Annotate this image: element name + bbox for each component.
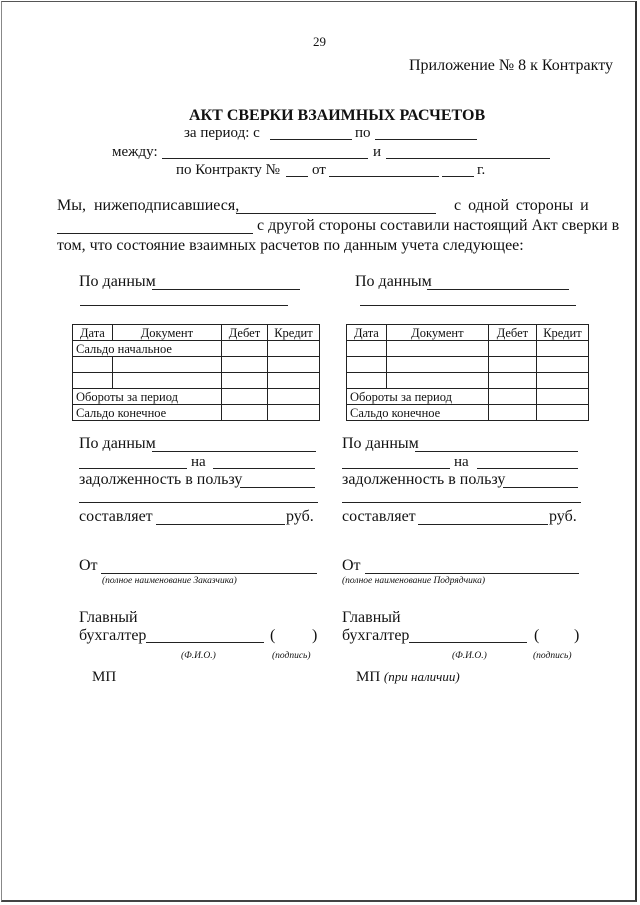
right-fio-caption: (Ф.И.О.): [452, 651, 487, 661]
table-row: [73, 357, 320, 373]
and-label: и: [373, 144, 382, 160]
right-by-data-label: По данным: [355, 273, 432, 290]
document-cell[interactable]: [386, 373, 488, 389]
period-to-label: по: [355, 125, 371, 141]
table-row: [347, 357, 589, 373]
right-from-label: От: [342, 557, 361, 574]
right-on-label: на: [454, 454, 469, 470]
left-chief-label-1: Главный: [79, 609, 138, 626]
date-cell[interactable]: [347, 341, 387, 357]
right-summary-by-data-label: По данным: [342, 435, 419, 452]
left-amount-field[interactable]: [156, 524, 285, 525]
right-chief-label-1: Главный: [342, 609, 401, 626]
document-cell[interactable]: [112, 357, 221, 373]
col-document: Документ: [112, 325, 221, 341]
right-amount-label: составляет: [342, 508, 416, 525]
table-header-row: [347, 325, 589, 341]
right-debt-favor-field-2[interactable]: [342, 502, 581, 503]
col-document: Документ: [386, 325, 488, 341]
left-from-label: От: [79, 557, 98, 574]
left-on-label: на: [191, 454, 206, 470]
left-debt-label: задолженность в пользу: [79, 471, 243, 488]
right-from-field[interactable]: [365, 573, 579, 574]
debit-cell[interactable]: [488, 373, 536, 389]
right-ledger-table: [346, 324, 589, 421]
intro-line-1-end: с одной стороны и: [454, 197, 589, 214]
contract-label: по Контракту №: [176, 162, 280, 178]
table-row: [347, 373, 589, 389]
document-cell[interactable]: [386, 341, 488, 357]
left-fio-caption: (Ф.И.О.): [181, 651, 216, 661]
party-2-field[interactable]: [386, 158, 550, 159]
document-title: АКТ СВЕРКИ ВЗАИМНЫХ РАСЧЕТОВ: [189, 107, 486, 124]
turnover-debit-cell[interactable]: [222, 389, 268, 405]
contract-date-field[interactable]: [329, 176, 439, 177]
col-date: Дата: [347, 325, 387, 341]
left-from-caption: (полное наименование Заказчика): [102, 576, 237, 586]
between-label: между:: [112, 144, 158, 160]
right-fio-field[interactable]: [409, 642, 527, 643]
left-paren-open: (: [270, 627, 276, 644]
table-row-closing: [347, 405, 589, 421]
table-row: [347, 341, 589, 357]
debit-cell[interactable]: [488, 357, 536, 373]
left-stamp: МП: [92, 669, 117, 685]
right-amount-field[interactable]: [418, 524, 548, 525]
table-row-turnover: [73, 389, 320, 405]
intro-line-3: том, что состояние взаимных расчетов по данным учета следующее:: [57, 237, 524, 254]
right-debt-label: задолженность в пользу: [342, 471, 506, 488]
debit-cell[interactable]: [222, 373, 268, 389]
left-summary-party-field[interactable]: [79, 468, 187, 469]
opening-balance-label: Сальдо начальное: [73, 341, 222, 357]
left-amount-label: составляет: [79, 508, 153, 525]
left-summary-by-data-label: По данным: [79, 435, 156, 452]
right-paren-close: ): [574, 627, 580, 644]
intro-line-1-start: Мы, нижеподписавшиеся,: [57, 197, 240, 214]
turnover-label: Обороты за период: [73, 389, 222, 405]
document-cell[interactable]: [386, 357, 488, 373]
right-stamp-label: МП: [356, 669, 381, 685]
table-row: [73, 373, 320, 389]
right-from-caption: (полное наименование Подрядчика): [342, 576, 485, 586]
left-by-data-field[interactable]: [152, 289, 300, 290]
left-by-data-field-2[interactable]: [80, 305, 288, 306]
right-debt-favor-field[interactable]: [503, 487, 578, 488]
right-signature-caption: (подпись): [533, 651, 572, 661]
left-debt-favor-field[interactable]: [240, 487, 315, 488]
page-number: 29: [313, 34, 326, 49]
table-row-opening: [73, 341, 320, 357]
left-chief-label-2: бухгалтер: [79, 627, 147, 644]
credit-cell[interactable]: [536, 373, 588, 389]
turnover-credit-cell[interactable]: [536, 389, 588, 405]
intro-line-2-end: с другой стороны составили настоящий Акт сверки в: [257, 217, 620, 234]
appendix-label: Приложение № 8 к Контракту: [409, 57, 613, 74]
table-row-closing: [73, 405, 320, 421]
period-to-field[interactable]: [375, 139, 477, 140]
date-cell[interactable]: [347, 357, 387, 373]
closing-credit-cell[interactable]: [267, 405, 319, 421]
right-currency-label: руб.: [549, 508, 577, 525]
left-summary-by-data-field[interactable]: [152, 451, 316, 452]
closing-debit-cell[interactable]: [222, 405, 268, 421]
right-summary-party-field[interactable]: [342, 468, 450, 469]
col-debit: Дебет: [222, 325, 268, 341]
date-cell[interactable]: [347, 373, 387, 389]
signatory-1-field[interactable]: [236, 213, 436, 214]
date-cell[interactable]: [73, 357, 113, 373]
left-by-data-label: По данным: [79, 273, 156, 290]
left-currency-label: руб.: [286, 508, 314, 525]
closing-debit-cell[interactable]: [488, 405, 536, 421]
left-on-date-field[interactable]: [213, 468, 315, 469]
left-signature-caption: (подпись): [272, 651, 311, 661]
right-on-date-field[interactable]: [477, 468, 578, 469]
closing-credit-cell[interactable]: [536, 405, 588, 421]
closing-balance-label: Сальдо конечное: [73, 405, 222, 421]
contract-year-field[interactable]: [442, 176, 474, 177]
left-paren-close: ): [312, 627, 318, 644]
credit-cell[interactable]: [267, 357, 319, 373]
credit-cell[interactable]: [267, 373, 319, 389]
turnover-credit-cell[interactable]: [267, 389, 319, 405]
col-credit: Кредит: [536, 325, 588, 341]
period-from-field[interactable]: [270, 139, 352, 140]
right-stamp: [356, 669, 460, 686]
col-debit: Дебет: [488, 325, 536, 341]
table-row-turnover: [347, 389, 589, 405]
turnover-label: Обороты за период: [347, 389, 489, 405]
signatory-2-field[interactable]: [57, 233, 253, 234]
party-1-field[interactable]: [162, 158, 368, 159]
contract-from-label: от: [312, 162, 326, 178]
debit-cell[interactable]: [488, 341, 536, 357]
closing-balance-label: Сальдо конечное: [347, 405, 489, 421]
opening-credit-cell[interactable]: [267, 341, 319, 357]
credit-cell[interactable]: [536, 357, 588, 373]
col-date: Дата: [73, 325, 113, 341]
left-debt-favor-field-2[interactable]: [79, 502, 318, 503]
left-fio-field[interactable]: [146, 642, 264, 643]
right-stamp-note: (при наличии): [383, 669, 460, 684]
turnover-debit-cell[interactable]: [488, 389, 536, 405]
right-summary-by-data-field[interactable]: [415, 451, 578, 452]
date-cell[interactable]: [73, 373, 113, 389]
right-by-data-field-2[interactable]: [360, 305, 576, 306]
right-paren-open: (: [534, 627, 540, 644]
left-from-field[interactable]: [101, 573, 317, 574]
period-label: за период: с: [184, 125, 260, 141]
debit-cell[interactable]: [222, 357, 268, 373]
right-chief-label-2: бухгалтер: [342, 627, 410, 644]
document-cell[interactable]: [112, 373, 221, 389]
contract-number-field[interactable]: [286, 176, 308, 177]
year-suffix: г.: [477, 162, 486, 178]
col-credit: Кредит: [267, 325, 319, 341]
right-by-data-field[interactable]: [427, 289, 569, 290]
opening-debit-cell[interactable]: [222, 341, 268, 357]
credit-cell[interactable]: [536, 341, 588, 357]
left-ledger-table: [72, 324, 320, 421]
table-header-row: [73, 325, 320, 341]
